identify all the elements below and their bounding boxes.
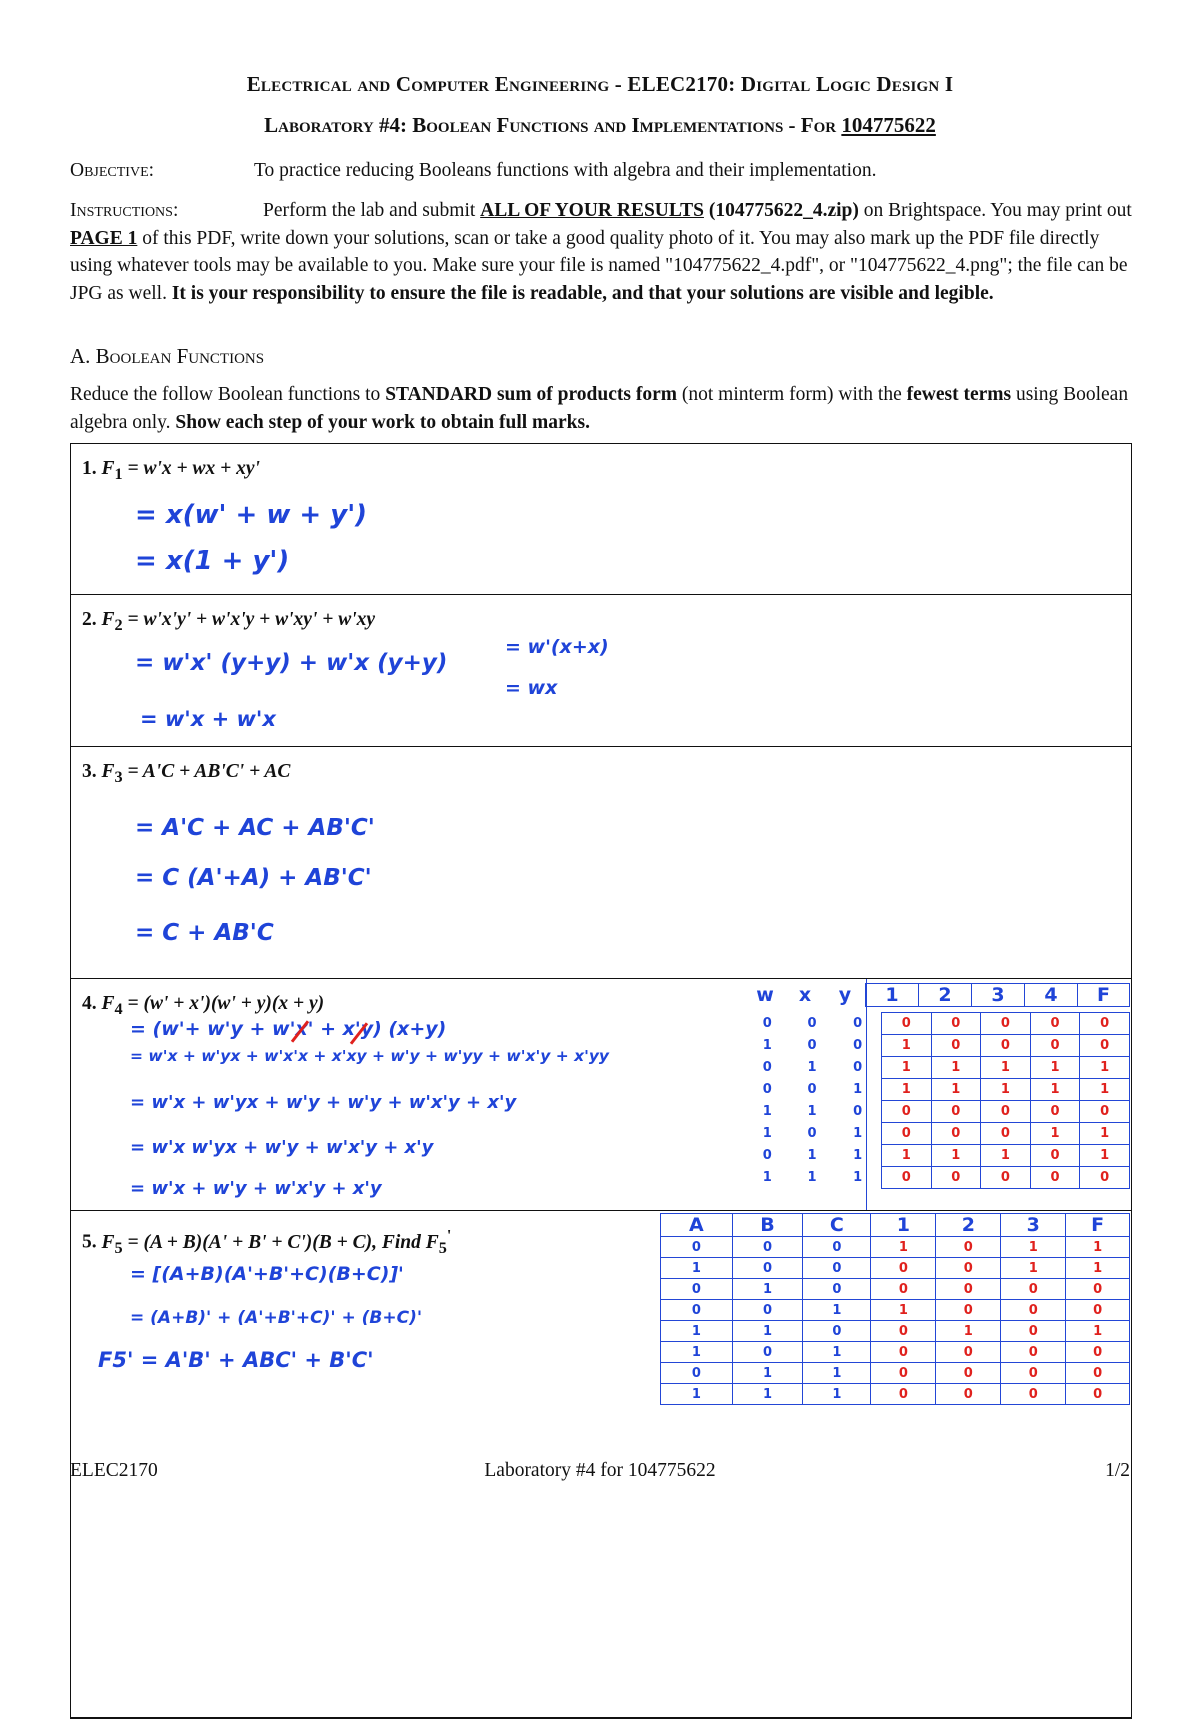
function-expression: = (w' + x')(w' + y)(x + y)	[122, 993, 325, 1014]
problem-3	[82, 761, 290, 787]
handwritten-step: = [(A+B)(A'+B'+C)(B+C)]'	[130, 1263, 404, 1285]
truth-table-5-grid	[660, 1213, 1130, 1405]
table-cell: 0	[1080, 1101, 1130, 1123]
table-row	[745, 1167, 1130, 1189]
problem-5	[82, 1226, 451, 1257]
problem-number: 4.	[82, 993, 102, 1014]
table-cell: 0	[803, 1279, 871, 1300]
table-cell: 1	[803, 1384, 871, 1405]
handwritten-step: = (A+B)' + (A'+B'+C)' + (B+C)'	[130, 1308, 423, 1328]
function-expression: = A'C + AB'C' + AC	[122, 761, 291, 782]
table-row	[745, 1145, 1130, 1167]
table-row	[661, 1237, 1130, 1258]
function-subscript: 1	[114, 464, 123, 483]
instructions	[70, 197, 1132, 307]
table-cell: 1	[661, 1321, 733, 1342]
divider	[70, 443, 1132, 444]
function-expression: = (A + B)(A' + B' + C')(B + C), Find F	[122, 1231, 439, 1253]
table-cell: 0	[871, 1384, 936, 1405]
table-cell: 1	[931, 1079, 981, 1101]
table-cell: 0	[803, 1321, 871, 1342]
header-cell: 1	[866, 984, 919, 1007]
table-cell: 1	[732, 1384, 803, 1405]
handwritten-step: = w'x' (y+y) + w'x (y+y)	[135, 650, 448, 676]
table-cell: 0	[803, 1237, 871, 1258]
problem-number: 1.	[82, 458, 102, 479]
table-cell: 0	[1080, 1035, 1130, 1057]
table-cell: 0	[732, 1237, 803, 1258]
table-cell: 0	[732, 1258, 803, 1279]
header-cell: w	[756, 984, 774, 1006]
table-cell: 1	[803, 1363, 871, 1384]
header-cell: A	[661, 1214, 733, 1237]
table-cell: 1	[1066, 1321, 1130, 1342]
table-cell: 0	[807, 1126, 817, 1141]
table-cell: 1	[853, 1082, 863, 1097]
table-cell: 0	[936, 1258, 1001, 1279]
handwritten-step: = C + AB'C	[135, 920, 274, 946]
student-id: 104775622	[841, 113, 936, 137]
table-cell: 0	[931, 1167, 981, 1189]
handwritten-step: = x(1 + y')	[135, 546, 290, 576]
table-cell: 0	[732, 1342, 803, 1363]
function-expression: = w'x'y' + w'x'y + w'xy' + w'xy	[122, 609, 376, 630]
table-cell: 1	[807, 1148, 817, 1163]
sa-p5: using Boolean algebra only.	[70, 384, 1129, 433]
divider	[70, 746, 1132, 747]
table-cell: 1	[881, 1079, 931, 1101]
table-cell: 0	[931, 1013, 981, 1035]
instructions-all-results: ALL OF YOUR RESULTS	[480, 200, 704, 221]
table-cell: 0	[762, 1060, 772, 1075]
table-cell: 1	[661, 1384, 733, 1405]
complement-mark: '	[446, 1226, 452, 1244]
table-cell: 0	[1001, 1384, 1066, 1405]
table-cell: 1	[803, 1342, 871, 1363]
table-cell: 1	[1080, 1079, 1130, 1101]
function-name: F	[101, 1231, 115, 1253]
table-cell: 0	[936, 1237, 1001, 1258]
truth-table-4-body	[745, 1012, 1130, 1189]
instructions-zip-name: (104775622_4.zip)	[703, 200, 859, 221]
table-cell: 1	[762, 1038, 772, 1053]
table-cell: 1	[1001, 1258, 1066, 1279]
table-cell: 1	[1080, 1123, 1130, 1145]
table-cell: 1	[1066, 1237, 1130, 1258]
table-cell: 1	[871, 1300, 936, 1321]
header-cell: F	[1077, 984, 1129, 1007]
instructions-text-2: on Brightspace. You may print out	[858, 200, 1132, 221]
table-cell: 0	[807, 1016, 817, 1031]
table-cell: 0	[871, 1363, 936, 1384]
table-cell: 1	[1080, 1145, 1130, 1167]
table-cell: 0	[931, 1123, 981, 1145]
problem-number: 2.	[82, 609, 102, 630]
table-cell: 1	[762, 1126, 772, 1141]
table-cell: 1	[803, 1300, 871, 1321]
footer-title: Laboratory #4 for 104775622	[484, 1460, 716, 1481]
table-cell: 0	[1066, 1363, 1130, 1384]
table-cell: 0	[853, 1016, 863, 1031]
sa-p3: (not minterm form) with the	[676, 384, 907, 405]
table-cell: 0	[936, 1342, 1001, 1363]
table-cell: 0	[732, 1300, 803, 1321]
table-cell: 0	[1066, 1300, 1130, 1321]
divider	[70, 594, 1132, 595]
table-cell: 0	[881, 1013, 931, 1035]
handwritten-step: = w'x + w'y + w'x'y + x'y	[130, 1178, 382, 1199]
handwritten-step: = x(w' + w + y')	[135, 500, 368, 530]
document-title: Electrical and Computer Engineering - ELEC2170: Digital Logic Design I	[246, 72, 954, 96]
handwritten-step: = w'x + w'x	[140, 707, 276, 731]
table-row	[745, 1057, 1130, 1079]
table-cell: 0	[931, 1035, 981, 1057]
function-name: F	[101, 609, 115, 630]
table-cell: 0	[807, 1082, 817, 1097]
table-cell: 1	[1030, 1123, 1080, 1145]
table-cell: 1	[881, 1057, 931, 1079]
header-cell: C	[803, 1214, 871, 1237]
problem-4	[82, 993, 324, 1019]
table-cell: 1	[981, 1057, 1031, 1079]
instructions-text-3: of this PDF, write down your solutions, scan or take a good quality photo of it. You may also mark up the PDF file directly using whatever tools may be available to you. Make sure your file is named "104775622_4.pdf", or "104775622_4.png"; the file can be JPG as well.	[70, 227, 1128, 304]
table-cell: 0	[1030, 1145, 1080, 1167]
table-cell: 0	[936, 1279, 1001, 1300]
handwritten-step: = w'(x+x)	[505, 636, 609, 658]
handwritten-step: F5' = A'B' + ABC' + B'C'	[98, 1348, 374, 1372]
table-cell: 1	[762, 1170, 772, 1185]
section-a-heading: A. Boolean Functions	[70, 344, 265, 368]
problem-2	[82, 609, 375, 635]
table-cell: 0	[981, 1035, 1031, 1057]
table-cell: 0	[881, 1101, 931, 1123]
function-subscript: 5	[438, 1238, 447, 1257]
table-cell: 0	[1080, 1167, 1130, 1189]
divider	[70, 1210, 1132, 1211]
table-cell: 0	[1030, 1035, 1080, 1057]
header-cell: 1	[871, 1214, 936, 1237]
handwritten-step: = A'C + AC + AB'C'	[135, 815, 375, 841]
table-cell: 0	[1030, 1013, 1080, 1035]
table-cell: 1	[762, 1104, 772, 1119]
instructions-label: Instructions:	[70, 200, 179, 221]
header-cell: 4	[1024, 984, 1077, 1007]
header-cell: y	[838, 984, 852, 1006]
table-row	[661, 1258, 1130, 1279]
instructions-responsibility: It is your responsibility to ensure the file is readable, and that your solutions are visible and legible.	[171, 282, 994, 304]
handwritten-step: = (w'+ w'y + w'x' + x'y) (x+y)	[130, 1018, 447, 1040]
handwritten-step: = w'x + w'yx + w'x'x + x'xy + w'y + w'yy + w'x'y + x'yy	[130, 1047, 610, 1065]
table-cell: 0	[981, 1167, 1031, 1189]
table-cell: 1	[1030, 1057, 1080, 1079]
table-cell: 1	[981, 1079, 1031, 1101]
table-cell: 1	[807, 1060, 817, 1075]
table-cell: 0	[762, 1148, 772, 1163]
table-cell: 0	[853, 1038, 863, 1053]
table-row	[661, 1363, 1130, 1384]
table-cell: 1	[1001, 1237, 1066, 1258]
header-cell: x	[798, 984, 812, 1006]
table-cell: 1	[661, 1342, 733, 1363]
table-row	[745, 1101, 1130, 1123]
table-cell: 0	[853, 1060, 863, 1075]
table-row	[745, 1123, 1130, 1145]
table-cell: 1	[931, 1057, 981, 1079]
table-cell: 0	[871, 1258, 936, 1279]
problem-number: 3.	[82, 761, 102, 782]
table-cell: 1	[732, 1279, 803, 1300]
function-expression: = w'x + wx + xy'	[122, 458, 260, 479]
table-cell: 1	[1066, 1258, 1130, 1279]
handwritten-step: = w'x w'yx + w'y + w'x'y + x'y	[130, 1137, 434, 1158]
header-cell: F	[1066, 1214, 1130, 1237]
objective-text: To practice reducing Booleans functions with algebra and their implementation.	[254, 160, 877, 181]
lab-title-text: Laboratory #4: Boolean Functions and Implementations - For	[264, 113, 842, 137]
sa-p1: Reduce the follow Boolean functions to	[70, 384, 386, 405]
table-cell: 1	[981, 1145, 1031, 1167]
table-cell: 0	[936, 1384, 1001, 1405]
table-cell: 1	[732, 1363, 803, 1384]
handwritten-step: = w'x + w'yx + w'y + w'y + w'x'y + x'y	[130, 1092, 517, 1113]
handwritten-step: = wx	[505, 677, 558, 699]
table-row	[661, 1300, 1130, 1321]
table-header-row	[661, 1214, 1130, 1237]
table-cell: 0	[1001, 1363, 1066, 1384]
objective-label: Objective:	[70, 160, 155, 181]
table-cell: 1	[807, 1170, 817, 1185]
table-cell: 0	[661, 1279, 733, 1300]
table-cell: 0	[1001, 1342, 1066, 1363]
table-cell: 0	[853, 1104, 863, 1119]
sa-p6: Show each step of your work to obtain full marks.	[175, 411, 590, 433]
table-cell: 1	[936, 1321, 1001, 1342]
divider	[70, 1717, 1132, 1718]
table-cell: 0	[881, 1167, 931, 1189]
handwritten-step: = C (A'+A) + AB'C'	[135, 865, 372, 891]
function-subscript: 2	[114, 615, 123, 634]
truth-table-4	[745, 983, 1130, 1007]
table-cell: 1	[853, 1126, 863, 1141]
table-cell: 0	[661, 1237, 733, 1258]
table-row	[661, 1342, 1130, 1363]
table-cell: 0	[936, 1300, 1001, 1321]
table-cell: 0	[1001, 1279, 1066, 1300]
divider	[70, 978, 1132, 979]
table-cell: 0	[762, 1016, 772, 1031]
instructions-page-1: PAGE 1	[70, 227, 138, 249]
header-cell: 2	[918, 984, 971, 1007]
table-cell: 0	[807, 1038, 817, 1053]
table-cell: 0	[871, 1279, 936, 1300]
table-cell: 1	[881, 1035, 931, 1057]
function-name: F	[101, 993, 115, 1014]
table-cell: 1	[881, 1145, 931, 1167]
table-row	[661, 1384, 1130, 1405]
table-cell: 0	[881, 1123, 931, 1145]
header-cell: B	[732, 1214, 803, 1237]
table-cell: 0	[762, 1082, 772, 1097]
table-cell: 0	[1030, 1167, 1080, 1189]
table-cell: 0	[1066, 1279, 1130, 1300]
table-row	[745, 1079, 1130, 1101]
table-line	[866, 979, 867, 1210]
table-cell: 0	[661, 1363, 733, 1384]
table-cell: 1	[931, 1145, 981, 1167]
header-cell: 2	[936, 1214, 1001, 1237]
problem-1	[82, 458, 260, 484]
table-row	[661, 1321, 1130, 1342]
lab-title	[0, 113, 1200, 138]
section-a-instructions	[70, 381, 1132, 436]
table-cell: 0	[871, 1321, 936, 1342]
table-cell: 0	[931, 1101, 981, 1123]
table-cell: 0	[981, 1013, 1031, 1035]
table-cell: 0	[1066, 1384, 1130, 1405]
table-cell: 1	[1030, 1079, 1080, 1101]
table-cell: 1	[853, 1170, 863, 1185]
table-cell: 1	[807, 1104, 817, 1119]
function-subscript: 3	[114, 767, 123, 786]
function-subscript: 4	[114, 999, 123, 1018]
truth-table-4-grid	[745, 1012, 1130, 1189]
table-cell: 0	[871, 1342, 936, 1363]
table-cell: 0	[981, 1123, 1031, 1145]
table-cell: 0	[1066, 1342, 1130, 1363]
footer-page-number: 1/2	[1105, 1460, 1130, 1481]
instructions-text-1: Perform the lab and submit	[263, 200, 481, 221]
sa-p2: STANDARD sum of products form	[385, 384, 677, 405]
table-cell: 1	[661, 1258, 733, 1279]
problem-number: 5.	[82, 1231, 102, 1253]
table-cell: 0	[981, 1101, 1031, 1123]
function-name: F	[101, 761, 115, 782]
truth-table-5	[660, 1213, 1130, 1405]
function-subscript: 5	[114, 1238, 123, 1257]
table-row	[745, 1035, 1130, 1057]
table-cell: 0	[1001, 1300, 1066, 1321]
objective	[70, 157, 1130, 185]
header-cell: 3	[971, 984, 1024, 1007]
table-row	[661, 1279, 1130, 1300]
table-cell: 1	[853, 1148, 863, 1163]
sa-p4: fewest terms	[906, 384, 1012, 405]
table-cell: 1	[732, 1321, 803, 1342]
table-row	[745, 1013, 1130, 1035]
function-name: F	[101, 458, 115, 479]
table-cell: 1	[871, 1237, 936, 1258]
table-cell: 0	[936, 1363, 1001, 1384]
table-cell: 0	[1001, 1321, 1066, 1342]
header-cell: 3	[1001, 1214, 1066, 1237]
table-cell: 1	[1080, 1057, 1130, 1079]
table-cell: 0	[1080, 1013, 1130, 1035]
table-cell: 0	[1030, 1101, 1080, 1123]
table-cell: 0	[661, 1300, 733, 1321]
table-cell: 0	[803, 1258, 871, 1279]
footer-course: ELEC2170	[70, 1460, 158, 1481]
